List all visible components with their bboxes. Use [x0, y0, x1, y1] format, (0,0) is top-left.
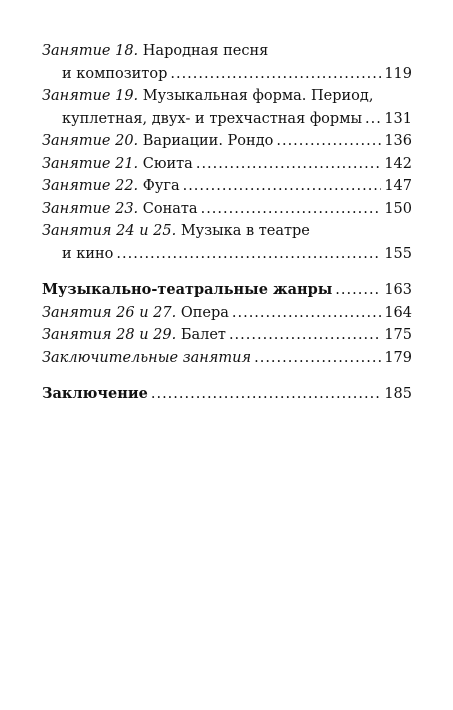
dot-leader	[116, 243, 381, 266]
dot-leader	[365, 108, 381, 131]
lesson-label: Занятие 23.	[42, 200, 139, 217]
entry-title: Музыкальная форма. Период,	[142, 88, 374, 104]
toc-entry-20[interactable]	[42, 130, 412, 153]
dot-leader	[201, 198, 382, 221]
page-number: 175	[384, 327, 412, 343]
page-number: 164	[384, 304, 412, 321]
toc-entry-23[interactable]	[42, 198, 412, 221]
page-number: 185	[384, 386, 412, 402]
toc-entry-28-29[interactable]	[42, 324, 412, 347]
entry-title: Сюита	[142, 155, 193, 172]
lesson-label: Занятие 21.	[42, 155, 139, 172]
entry-title: Фуга	[142, 178, 180, 194]
toc-entry-final-lessons[interactable]	[42, 347, 412, 370]
lesson-label: Занятие 20.	[42, 133, 139, 149]
lesson-label: Занятие 18.	[42, 43, 139, 59]
lesson-label: Занятия 24 и 25.	[42, 223, 177, 239]
toc-section-conclusion[interactable]	[42, 383, 412, 406]
dot-leader	[229, 324, 381, 347]
page-number: 150	[384, 200, 412, 217]
page-number: 179	[384, 349, 412, 366]
dot-leader	[335, 279, 381, 302]
section-gap	[42, 369, 412, 383]
entry-title: Опера	[180, 304, 229, 321]
toc-entry-18[interactable]	[42, 40, 412, 85]
table-of-contents	[42, 40, 412, 406]
toc-entry-22[interactable]	[42, 175, 412, 198]
section-title: Заключение	[42, 385, 148, 402]
page-number: 142	[384, 155, 412, 172]
entry-title-continued: и композитор	[62, 65, 168, 82]
dot-leader	[170, 63, 381, 86]
entry-title: Народная песня	[142, 43, 269, 59]
page-number: 147	[384, 178, 412, 194]
page-number: 163	[384, 282, 412, 298]
dot-leader	[232, 302, 381, 325]
toc-entry-19[interactable]	[42, 85, 412, 130]
entry-title-continued: куплетная, двух- и трехчастная формы	[62, 110, 363, 127]
dot-leader	[254, 347, 381, 370]
page-number: 131	[384, 110, 412, 127]
lesson-label: Занятие 19.	[42, 88, 139, 104]
lesson-label: Занятие 22.	[42, 178, 139, 194]
page-number: 155	[384, 245, 412, 262]
page-number: 119	[384, 65, 412, 82]
lesson-label: Занятия 28 и 29.	[42, 327, 177, 343]
entry-title: Вариации. Рондо	[142, 133, 274, 149]
toc-entry-24-25[interactable]	[42, 220, 412, 265]
dot-leader	[183, 175, 382, 198]
toc-entry-21[interactable]	[42, 153, 412, 176]
entry-title: Балет	[180, 327, 226, 343]
dot-leader	[151, 383, 381, 406]
dot-leader	[276, 130, 381, 153]
entry-title: Музыка в театре	[180, 223, 310, 239]
toc-section-theatre-genres[interactable]	[42, 279, 412, 302]
section-gap	[42, 265, 412, 279]
entry-title: Соната	[142, 200, 198, 217]
lesson-label: Заключительные занятия	[42, 349, 252, 366]
section-title: Музыкально-театральные жанры	[42, 281, 333, 298]
dot-leader	[196, 153, 381, 176]
toc-entry-26-27[interactable]	[42, 302, 412, 325]
lesson-label: Занятия 26 и 27.	[42, 304, 177, 321]
entry-title-continued: и кино	[62, 245, 114, 262]
page-number: 136	[384, 133, 412, 149]
